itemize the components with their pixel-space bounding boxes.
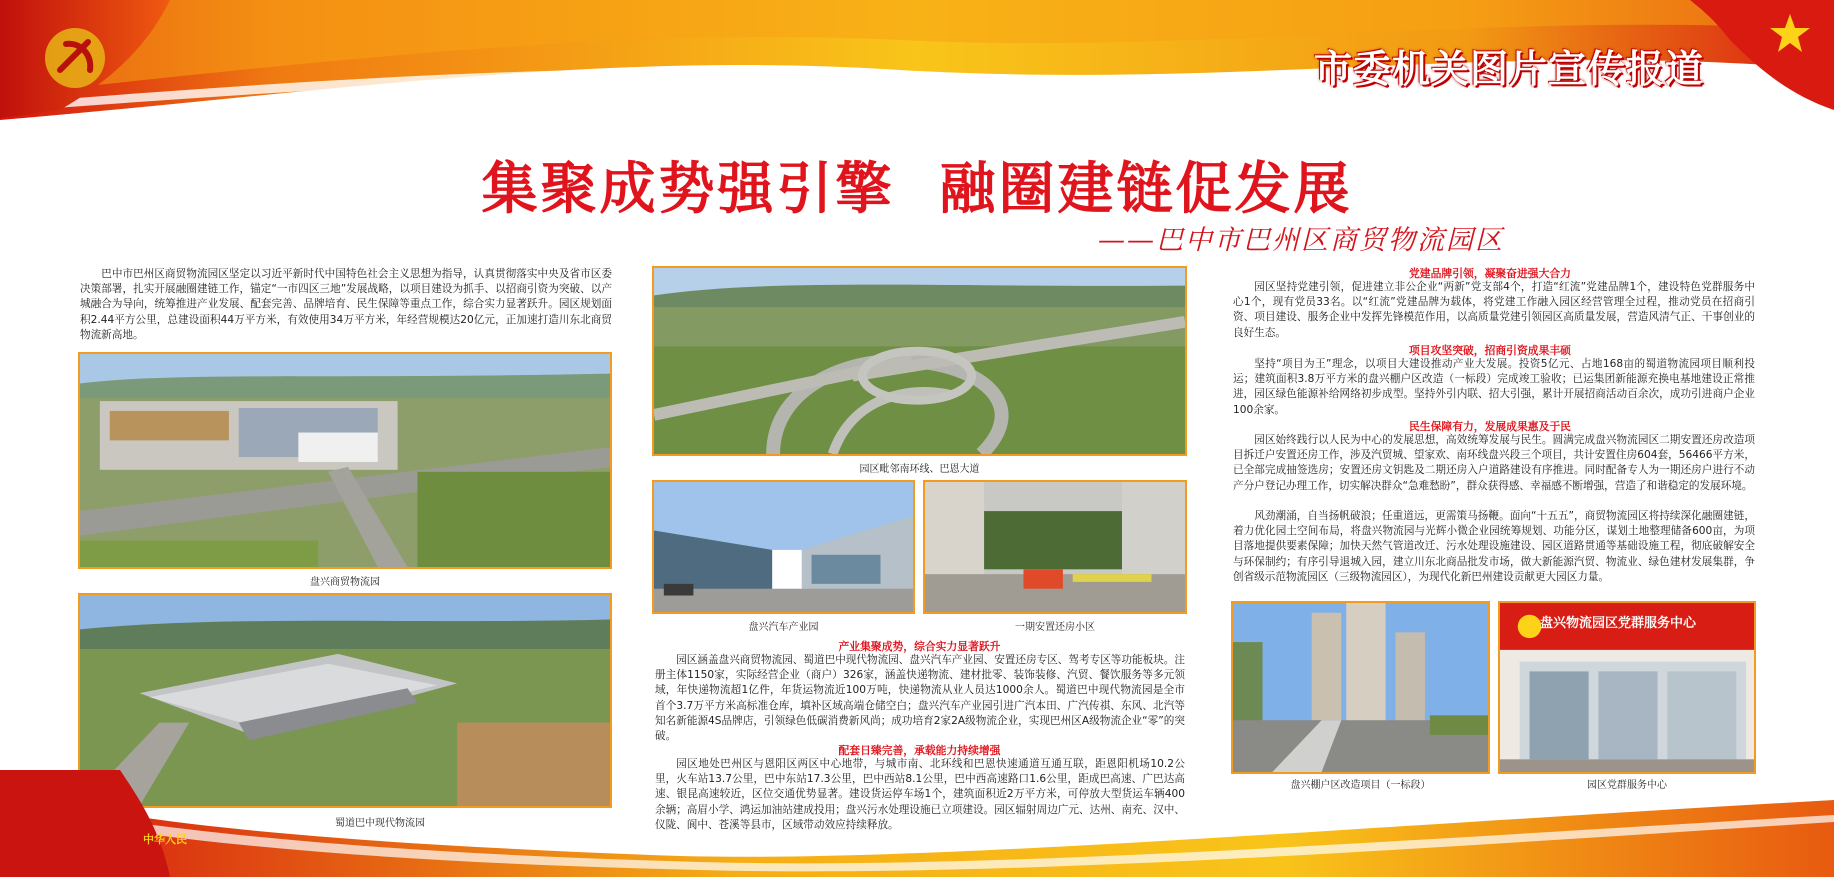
right-section-2-heading: 项目攻坚突破，招商引资成果丰硕 (1409, 344, 1571, 357)
party-emblem-icon (30, 18, 120, 98)
right-section-2-text: 坚持“项目为王”理念，以项目大建设推动产业大发展。投资5亿元、占地168亩的蜀道物流园项目顺利投运；建筑面积3.8万平方米的盘兴棚户区改造（一标段）完成竣工验收；已运集团新能源充换电基地建设正常推进，园区绿色能源补给网络初步成型。坚持外引内联、招大引强，累计开展招商活动百余次，成功引进商户企业100余家。 (1233, 358, 1755, 416)
intro-paragraph: 巴中市巴州区商贸物流园区坚定以习近平新时代中国特色社会主义思想为指导，认真贯彻落实中央及省市区委决策部署，扎实开展融圈建链工作，锚定“一市四区三地”发展战略，以项目建设为抓手、以招商引资为突破、以产城融合为导向，统筹推进产业发展、配套完善、品牌培育、民生保障等重点工作，综合实力显著跃升。园区规划面积2.44平方公里，总建设面积44万平方米，有效使用34万平方米，年经营规模达20亿元，正加速打造川东北商贸物流新高地。 (80, 268, 612, 341)
right-section-1-heading: 党建品牌引领，凝聚奋进强大合力 (1409, 267, 1571, 280)
banner-title: 市委机关图片宣传报道 (1313, 47, 1704, 91)
caption-highway: 园区毗邻南环线、巴恩大道 (859, 464, 980, 475)
middle-section-1-heading: 产业集聚成势，综合实力显著跃升 (838, 640, 1001, 653)
right-section-3-heading: 民生保障有力，发展成果惠及于民 (1409, 420, 1571, 433)
photo-shantytown-project (1231, 601, 1490, 774)
photo-highway-interchange (652, 266, 1187, 456)
party-center-sign-text: 盘兴物流园区党群服务中心 (1540, 616, 1697, 631)
bottom-wave-decoration (0, 770, 1834, 877)
right-section-4-text: 风劲潮涌，自当扬帆破浪；任重道远，更需策马扬鞭。面向“十五五”，商贸物流园区将持续深化融圈建链，着力优化园土空间布局，将盘兴物流园与光辉小微企业园统筹规划、功能分区，谋划土地整理储备600亩，为项目落地提供要素保障；加快天然气管道改迁、污水处理设施建设、园区道路贯通等基础设施工程，彻底破解安全与环保制约；有序引导退城入园，建立川东北商品批发市场，做大新能源汽贸、物流业、绿色建材发展集群，争创省级示范物流园区（三级物流园区），为现代化新巴州建设贡献更大园区力量。 (1233, 510, 1755, 583)
caption-shantytown: 盘兴棚户区改造项目（一标段） (1290, 780, 1431, 791)
middle-section-1-text: 园区涵盖盘兴商贸物流园、蜀道巴中现代物流园、盘兴汽车产业园、安置还房专区、驾考专区等功能板块。注册主体1150家，实际经营企业（商户）326家，涵盖快递物流、建材批零、装饰装修、汽贸、餐饮服务等多元领域，年快递物流超1亿件，年货运物流近100万吨，快递物流从业人员达1000余人。蜀道巴中现代物流园是全市首个3.7万平方米高标准仓库，填补区域高端仓储空白；盘兴汽车产业园引进广汽本田、广汽传祺、东风、北汽等知名新能源4S品牌店，引领绿色低碳消费新风尚；成功培育2家2A级物流企业，实现巴州区A级物流企业“零”的突破。 (655, 654, 1185, 743)
middle-section-2-heading: 配套日臻完善，承载能力持续增强 (838, 744, 1001, 757)
photo-panxing-logistics (78, 352, 612, 569)
middle-section-2-text: 园区地处巴州区与恩阳区两区中心地带，与城市南、北环线和巴恩快速通道互通互联，距恩阳机场10.2公里，火车站13.7公里，巴中东站17.3公里，巴中西站8.1公里，巴中西高速路口1.6公里，距成巴高速、广巴达高速、银昆高速较近，区位交通优势显著。建设货运停车场1个，建筑面积近2万平方米，可停放大型货运车辆400余辆；高眉小学、鸿运加油站建成投用；盘兴污水处理设施已立项建设。园区辐射周边广元、达州、南充、汉中、仪陇、阆中、苍溪等县市，区域带动效应持续释放。 (655, 758, 1185, 831)
caption-panxing-logistics: 盘兴商贸物流园 (310, 577, 380, 588)
caption-shudao-logistics: 蜀道巴中现代物流园 (335, 818, 425, 829)
caption-party-center: 园区党群服务中心 (1587, 780, 1667, 791)
caption-auto-park: 盘兴汽车产业园 (748, 622, 819, 633)
photo-auto-industrial-park (652, 480, 915, 614)
right-section-1-text: 园区坚持党建引领，促进建立非公企业“两新”党支部4个，打造“红流”党建品牌1个，建设特色党群服务中心1个，现有党员33名。以“红流”党建品牌为载体，将党建工作融入园区经营管理全过程，推动党员在招商引资、项目建设、服务企业中发挥先锋模范作用，以高质量党建引领园区高质量发展，营造风清气正、干事创业的良好生态。 (1233, 281, 1755, 339)
main-title: 集聚成势强引擎 融圈建链促发展 (481, 156, 1353, 222)
right-section-3-text: 园区始终践行以人民为中心的发展思想，高效统筹发展与民生。圆满完成盘兴物流园区二期安置还房改造项目拆迁户安置还房工作，涉及汽贸城、望家欢、南环线盘兴段三个项目，共计安置住房604套，56466平方米，已全部完成抽签选房；安置还房文钥匙及二期还房入户道路建设有序推进。同时配备专人为一期还房户进行不动产分户登记办理工作，切实解决群众“急难愁盼”，群众获得感、幸福感不断增强，营造了和谐稳定的发展环境。 (1233, 434, 1755, 492)
sub-title: ——巴中市巴州区商贸物流园区 (1098, 225, 1504, 256)
flag-star-icon (1760, 10, 1820, 60)
tiananmen-sign-text: 中华人民 (143, 833, 187, 846)
photo-resettlement-housing (923, 480, 1187, 614)
caption-resettlement: 一期安置还房小区 (1015, 622, 1095, 633)
